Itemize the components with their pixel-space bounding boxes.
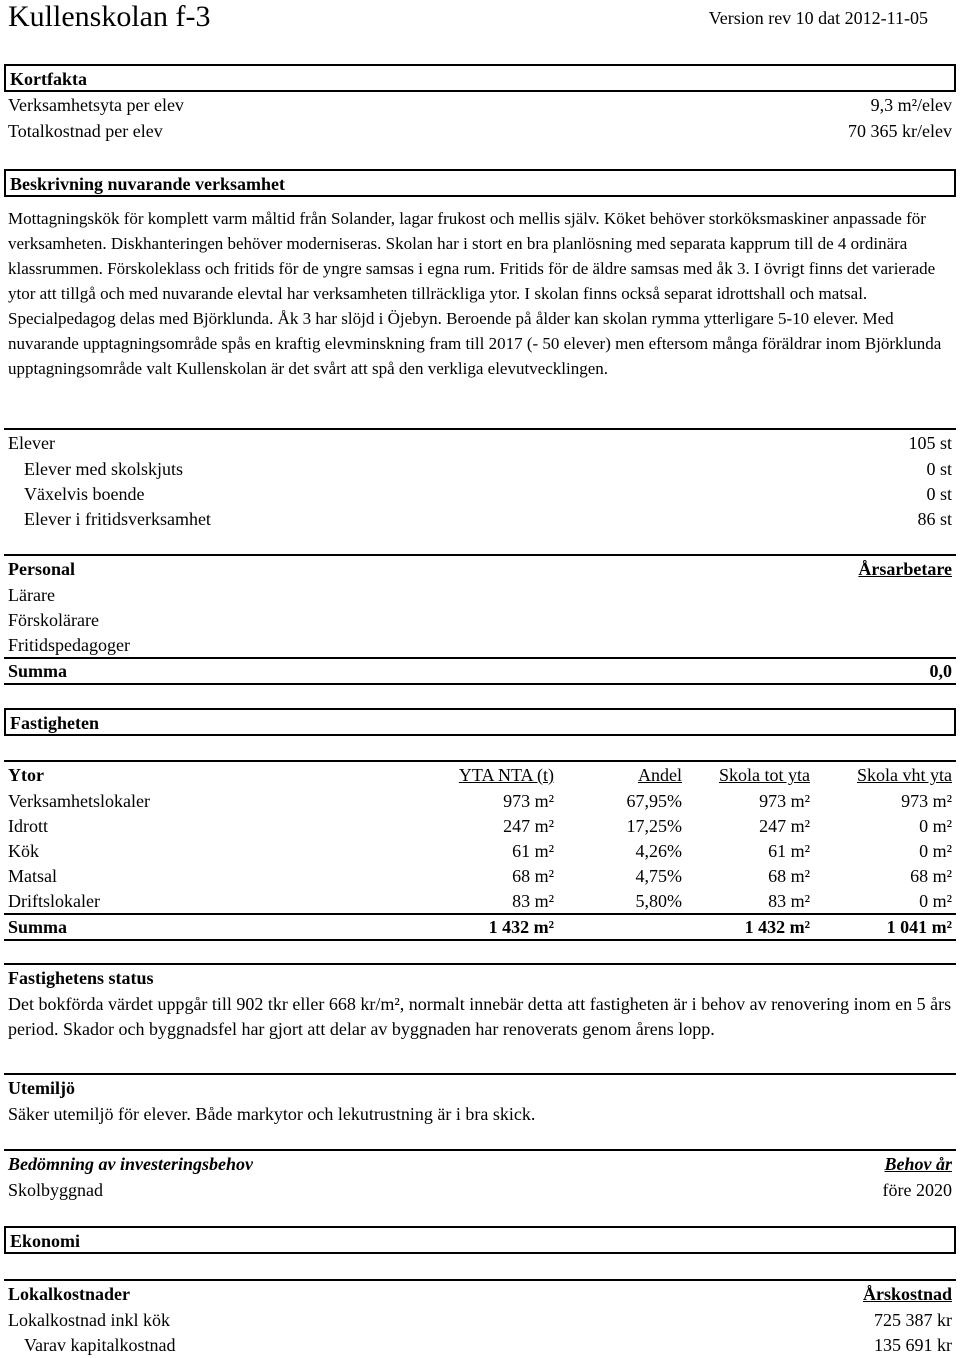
personal-sum-divider-top — [4, 657, 956, 659]
ytor-cell: 0 m² — [919, 816, 952, 836]
ytor-cell: 68 m² — [512, 866, 554, 886]
ytor-sum-cell: 1 432 m² — [744, 917, 810, 937]
kortfakta-value-area: 9,3 m²/elev — [870, 95, 952, 115]
ytor-cell: 67,95% — [626, 791, 682, 811]
bedomning-row-value: före 2020 — [882, 1180, 952, 1200]
kortfakta-label-area: Verksamhetsyta per elev — [8, 95, 184, 115]
ytor-sum-cell: 1 041 m² — [886, 917, 952, 937]
ytor-sum-divider-bottom — [4, 939, 956, 941]
ytor-row-label: Matsal — [8, 866, 57, 886]
ytor-cell: 0 m² — [919, 891, 952, 911]
lokalkostnader-column-header: Årskostnad — [862, 1284, 952, 1304]
kortfakta-label-cost: Totalkostnad per elev — [8, 121, 163, 141]
personal-row: Lärare — [8, 585, 55, 605]
personal-divider — [4, 554, 956, 556]
status-heading: Fastighetens status — [8, 968, 154, 988]
ytor-header-andel: Andel — [638, 765, 682, 785]
personal-column-header: Årsarbetare — [858, 559, 952, 579]
elever-divider — [4, 428, 956, 430]
elever-row-value: 0 st — [926, 459, 952, 479]
beskrivning-text: Mottagningskök för komplett varm måltid från Solander, lagar frukost och mellis själv. Köket behöver storköksmaskiner anpassade för verksamheten. Diskhanteringen behöver moderniseras. Skolan har i stort en bra planlösning med separata kapprum till de 4 ordinära klassrummen. Förskoleklass och fritids för de yngre samsas i egna rum. Fritids för de äldre samsas med åk 3. I övrigt finns det varierade ytor att tillgå och med nuvarande elevtal har verksamheten tillräckliga ytor. I skolan finns också separat idrottshall och matsal. Specialpedagog delas med Björklunda. Åk 3 har slöjd i Öjebyn. Beroende på ålder kan skolan rymma ytterligare 5-10 elever. Med nuvarande upptagningsområde spås en kraftig elevminskning fram till 2017 (- 50 elever) men eftersom många föräldrar inom Björklunda upptagningsområde valt Kullenskolan är det svårt att spå den verkliga elevutvecklingen. — [8, 209, 942, 378]
lokalkostnader-row-value: 135 691 kr — [874, 1335, 952, 1355]
ytor-cell: 247 m² — [759, 816, 810, 836]
ytor-cell: 17,25% — [626, 816, 682, 836]
beskrivning-heading: Beskrivning nuvarande verksamhet — [10, 174, 286, 194]
beskrivning-section — [4, 169, 956, 197]
kortfakta-heading: Kortfakta — [10, 69, 87, 89]
bedomning-row-label: Skolbyggnad — [8, 1180, 104, 1200]
personal-sum-divider-bottom — [4, 683, 956, 685]
kortfakta-section — [4, 64, 956, 92]
ytor-cell: 973 m² — [759, 791, 810, 811]
ytor-cell: 61 m² — [768, 841, 810, 861]
personal-sum-label: Summa — [8, 661, 68, 681]
elever-total: 105 st — [908, 433, 952, 453]
page-title: Kullenskolan f-3 — [8, 0, 211, 33]
ytor-row-label: Driftslokaler — [8, 891, 100, 911]
utemiljo-text: Säker utemiljö för elever. Både markytor och lekutrustning är i bra skick. — [8, 1104, 536, 1124]
elever-row-label: Växelvis boende — [24, 484, 145, 504]
ytor-row-label: Kök — [8, 841, 39, 861]
ytor-header-skola-vht: Skola vht yta — [857, 765, 952, 785]
lokalkostnader-divider — [4, 1279, 956, 1281]
utemiljo-heading: Utemiljö — [8, 1078, 75, 1098]
lokalkostnader-row-value: 725 387 kr — [874, 1310, 952, 1330]
ytor-cell: 973 m² — [503, 791, 554, 811]
elever-row-value: 0 st — [926, 484, 952, 504]
ytor-cell: 4,26% — [635, 841, 682, 861]
ytor-cell: 5,80% — [635, 891, 682, 911]
elever-heading: Elever — [8, 433, 55, 453]
ekonomi-heading: Ekonomi — [10, 1231, 81, 1251]
ytor-sum-label: Summa — [8, 917, 68, 937]
ytor-cell: 4,75% — [635, 866, 682, 886]
kortfakta-value-cost: 70 365 kr/elev — [848, 121, 952, 141]
ytor-header-skola-tot: Skola tot yta — [719, 765, 810, 785]
lokalkostnader-row-label: Lokalkostnad inkl kök — [8, 1310, 170, 1330]
ytor-cell: 973 m² — [901, 791, 952, 811]
status-text: Det bokförda värdet uppgår till 902 tkr eller 668 kr/m², normalt innebär detta att fastigheten är i behov av renovering inom en 5 års period. Skador och byggnadsfel har gjort att delar av byggnaden har renoverats genom årens lopp. — [8, 994, 952, 1039]
ytor-row-label: Idrott — [8, 816, 48, 836]
fastigheten-heading: Fastigheten — [10, 713, 99, 733]
bedomning-column-header: Behov år — [884, 1154, 952, 1174]
ytor-sum-cell: 1 432 m² — [488, 917, 554, 937]
ytor-header-label: Ytor — [8, 765, 44, 785]
ytor-cell: 247 m² — [503, 816, 554, 836]
ytor-cell: 83 m² — [768, 891, 810, 911]
status-divider — [4, 963, 956, 965]
bedomning-divider — [4, 1149, 956, 1151]
personal-row: Förskolärare — [8, 610, 99, 630]
ytor-cell: 0 m² — [919, 841, 952, 861]
personal-row: Fritidspedagoger — [8, 635, 130, 655]
ekonomi-section — [4, 1226, 956, 1254]
elever-row-label: Elever med skolskjuts — [24, 459, 183, 479]
personal-sum-value: 0,0 — [929, 661, 952, 681]
ytor-cell: 61 m² — [512, 841, 554, 861]
elever-row-label: Elever i fritidsverksamhet — [24, 509, 211, 529]
ytor-sum-divider-top — [4, 913, 956, 915]
ytor-header-yta: YTA NTA (t) — [458, 765, 554, 785]
ytor-cell: 83 m² — [512, 891, 554, 911]
ytor-cell: 68 m² — [910, 866, 952, 886]
ytor-row-label: Verksamhetslokaler — [8, 791, 150, 811]
ytor-cell: 68 m² — [768, 866, 810, 886]
lokalkostnader-heading: Lokalkostnader — [8, 1284, 131, 1304]
fastigheten-section — [4, 708, 956, 736]
elever-row-value: 86 st — [917, 509, 952, 529]
utemiljo-divider — [4, 1073, 956, 1075]
bedomning-heading: Bedömning av investeringsbehov — [8, 1154, 254, 1174]
version-label: Version rev 10 dat 2012-11-05 — [708, 8, 928, 28]
personal-heading: Personal — [8, 559, 75, 579]
lokalkostnader-row-label: Varav kapitalkostnad — [24, 1335, 176, 1355]
ytor-divider — [4, 760, 956, 762]
